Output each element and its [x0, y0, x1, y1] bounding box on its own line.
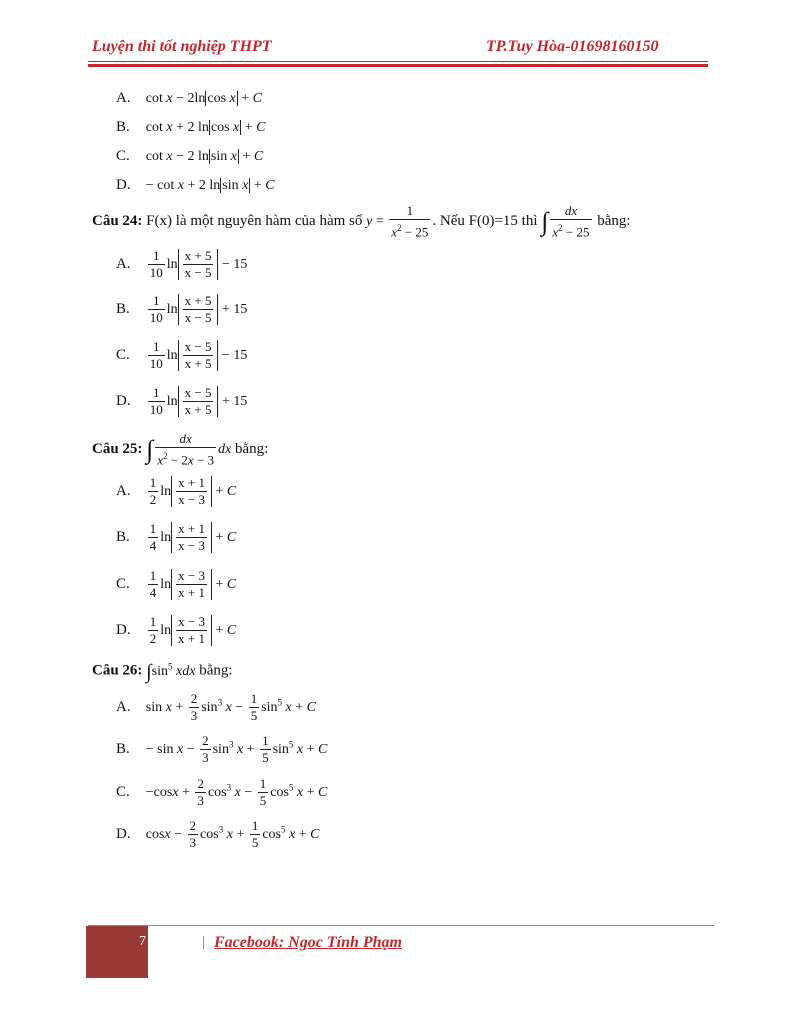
question-text: bằng:	[199, 662, 233, 679]
page-number: 7	[139, 934, 146, 949]
question-text: . Nếu F(0)=15 thì	[432, 212, 538, 229]
q26-option-b	[116, 734, 327, 765]
q24-option-c	[116, 340, 247, 371]
option-label: C.	[116, 148, 130, 164]
q23-option-b	[116, 119, 266, 136]
q25-option-b	[116, 522, 236, 553]
option-label: D.	[116, 392, 131, 409]
math-expression: $\frac{1}{2}$ ln $\frac{x - 3}{x + 1}$ + C	[149, 614, 237, 646]
q25-option-a	[116, 476, 236, 507]
option-label: A.	[116, 698, 131, 715]
option-label: D.	[116, 621, 131, 638]
option-label: B.	[116, 740, 130, 757]
q26-option-c	[116, 777, 327, 808]
option-label: C.	[116, 783, 130, 800]
option-label: A.	[116, 90, 131, 106]
header-left-title: Luyện thi tốt nghiệp THPT	[92, 38, 272, 55]
question-26	[92, 661, 233, 681]
q23-option-a	[116, 90, 262, 107]
math-expression: − sin x − $\frac{2}{3}$ $\sin^3 x$ + $\frac{1}{5}$ $\sin^5 x + C$	[145, 733, 328, 765]
question-text: F(x) là một nguyên hàm của hàm số	[146, 212, 363, 229]
question-text: bằng:	[235, 440, 269, 457]
math-function: y = $\frac{1}{x^2 - 25}$	[366, 203, 429, 240]
q25-option-c	[116, 569, 236, 600]
q26-option-a	[116, 692, 316, 723]
footer-rule	[88, 925, 714, 926]
math-integral: ∫ $\frac{dx}{x^2 - 25}$	[541, 203, 590, 240]
option-label: D.	[116, 825, 131, 842]
question-label: Câu 25:	[92, 440, 143, 457]
q24-option-a	[116, 249, 247, 280]
math-integral: ∫ $\frac{dx}{x^2 - 2x - 3}$ dx	[146, 431, 232, 468]
option-label: D.	[116, 177, 131, 193]
option-label: B.	[116, 300, 130, 317]
option-label: C.	[116, 346, 130, 363]
math-integral: $\int\sin^5$ xdx	[146, 660, 196, 683]
math-expression: cot x − 2ln cos x + C	[145, 91, 263, 106]
math-expression: sin x + $\frac{2}{3}$ $\sin^3 x$ − $\frac{1}{5}$ $\sin^5 x + C$	[145, 691, 316, 723]
option-label: A.	[116, 482, 131, 499]
header-right-title: TP.Tuy Hòa-01698160150	[486, 38, 659, 55]
math-expression: $\frac{1}{10}$ ln $\frac{x - 5}{x + 5}$ + 15	[149, 385, 248, 417]
q26-option-d	[116, 819, 319, 850]
q24-option-b	[116, 294, 247, 325]
footer-facebook-link[interactable]: Facebook: Ngoc Tính Phạm	[214, 934, 402, 951]
math-expression: $\frac{1}{4}$ ln $\frac{x + 1}{x - 3}$ + C	[149, 521, 237, 553]
question-text: bằng:	[597, 212, 631, 229]
q24-option-d	[116, 386, 247, 417]
math-expression: cot x + 2 ln cos x + C	[145, 120, 266, 135]
q25-option-d	[116, 615, 236, 646]
question-label: Câu 26:	[92, 662, 143, 679]
math-expression: $\frac{1}{2}$ ln $\frac{x + 1}{x - 3}$ + C	[149, 475, 237, 507]
math-expression: $\frac{1}{4}$ ln $\frac{x - 3}{x + 1}$ + C	[149, 568, 237, 600]
option-label: A.	[116, 255, 131, 272]
question-25	[92, 432, 268, 467]
math-expression: − cot x + 2 ln sin x + C	[145, 178, 275, 193]
math-expression: $\frac{1}{10}$ ln $\frac{x + 5}{x - 5}$ + 15	[149, 293, 248, 325]
option-label: C.	[116, 575, 130, 592]
math-expression: cosx − $\frac{2}{3}$ $\cos^3 x$ + $\frac{1}{5}$ $\cos^5 x + C$	[145, 818, 320, 850]
page-header	[92, 38, 708, 60]
option-label: B.	[116, 119, 130, 135]
footer-separator: |	[202, 935, 205, 950]
header-rule-thick	[88, 64, 708, 67]
math-expression: $\frac{1}{10}$ ln $\frac{x + 5}{x - 5}$ − 15	[149, 248, 248, 280]
q23-option-c	[116, 148, 263, 165]
question-label: Câu 24:	[92, 212, 143, 229]
q23-option-d	[116, 177, 275, 194]
math-expression: −cosx + $\frac{2}{3}$ $\cos^3 x$ − $\frac{1}{5}$ $\cos^5 x + C$	[145, 776, 328, 808]
question-24	[92, 204, 631, 239]
math-expression: $\frac{1}{10}$ ln $\frac{x - 5}{x + 5}$ − 15	[149, 339, 248, 371]
header-rule-thin	[88, 61, 708, 62]
option-label: B.	[116, 528, 130, 545]
math-expression: cot x − 2 ln sin x + C	[145, 149, 264, 164]
